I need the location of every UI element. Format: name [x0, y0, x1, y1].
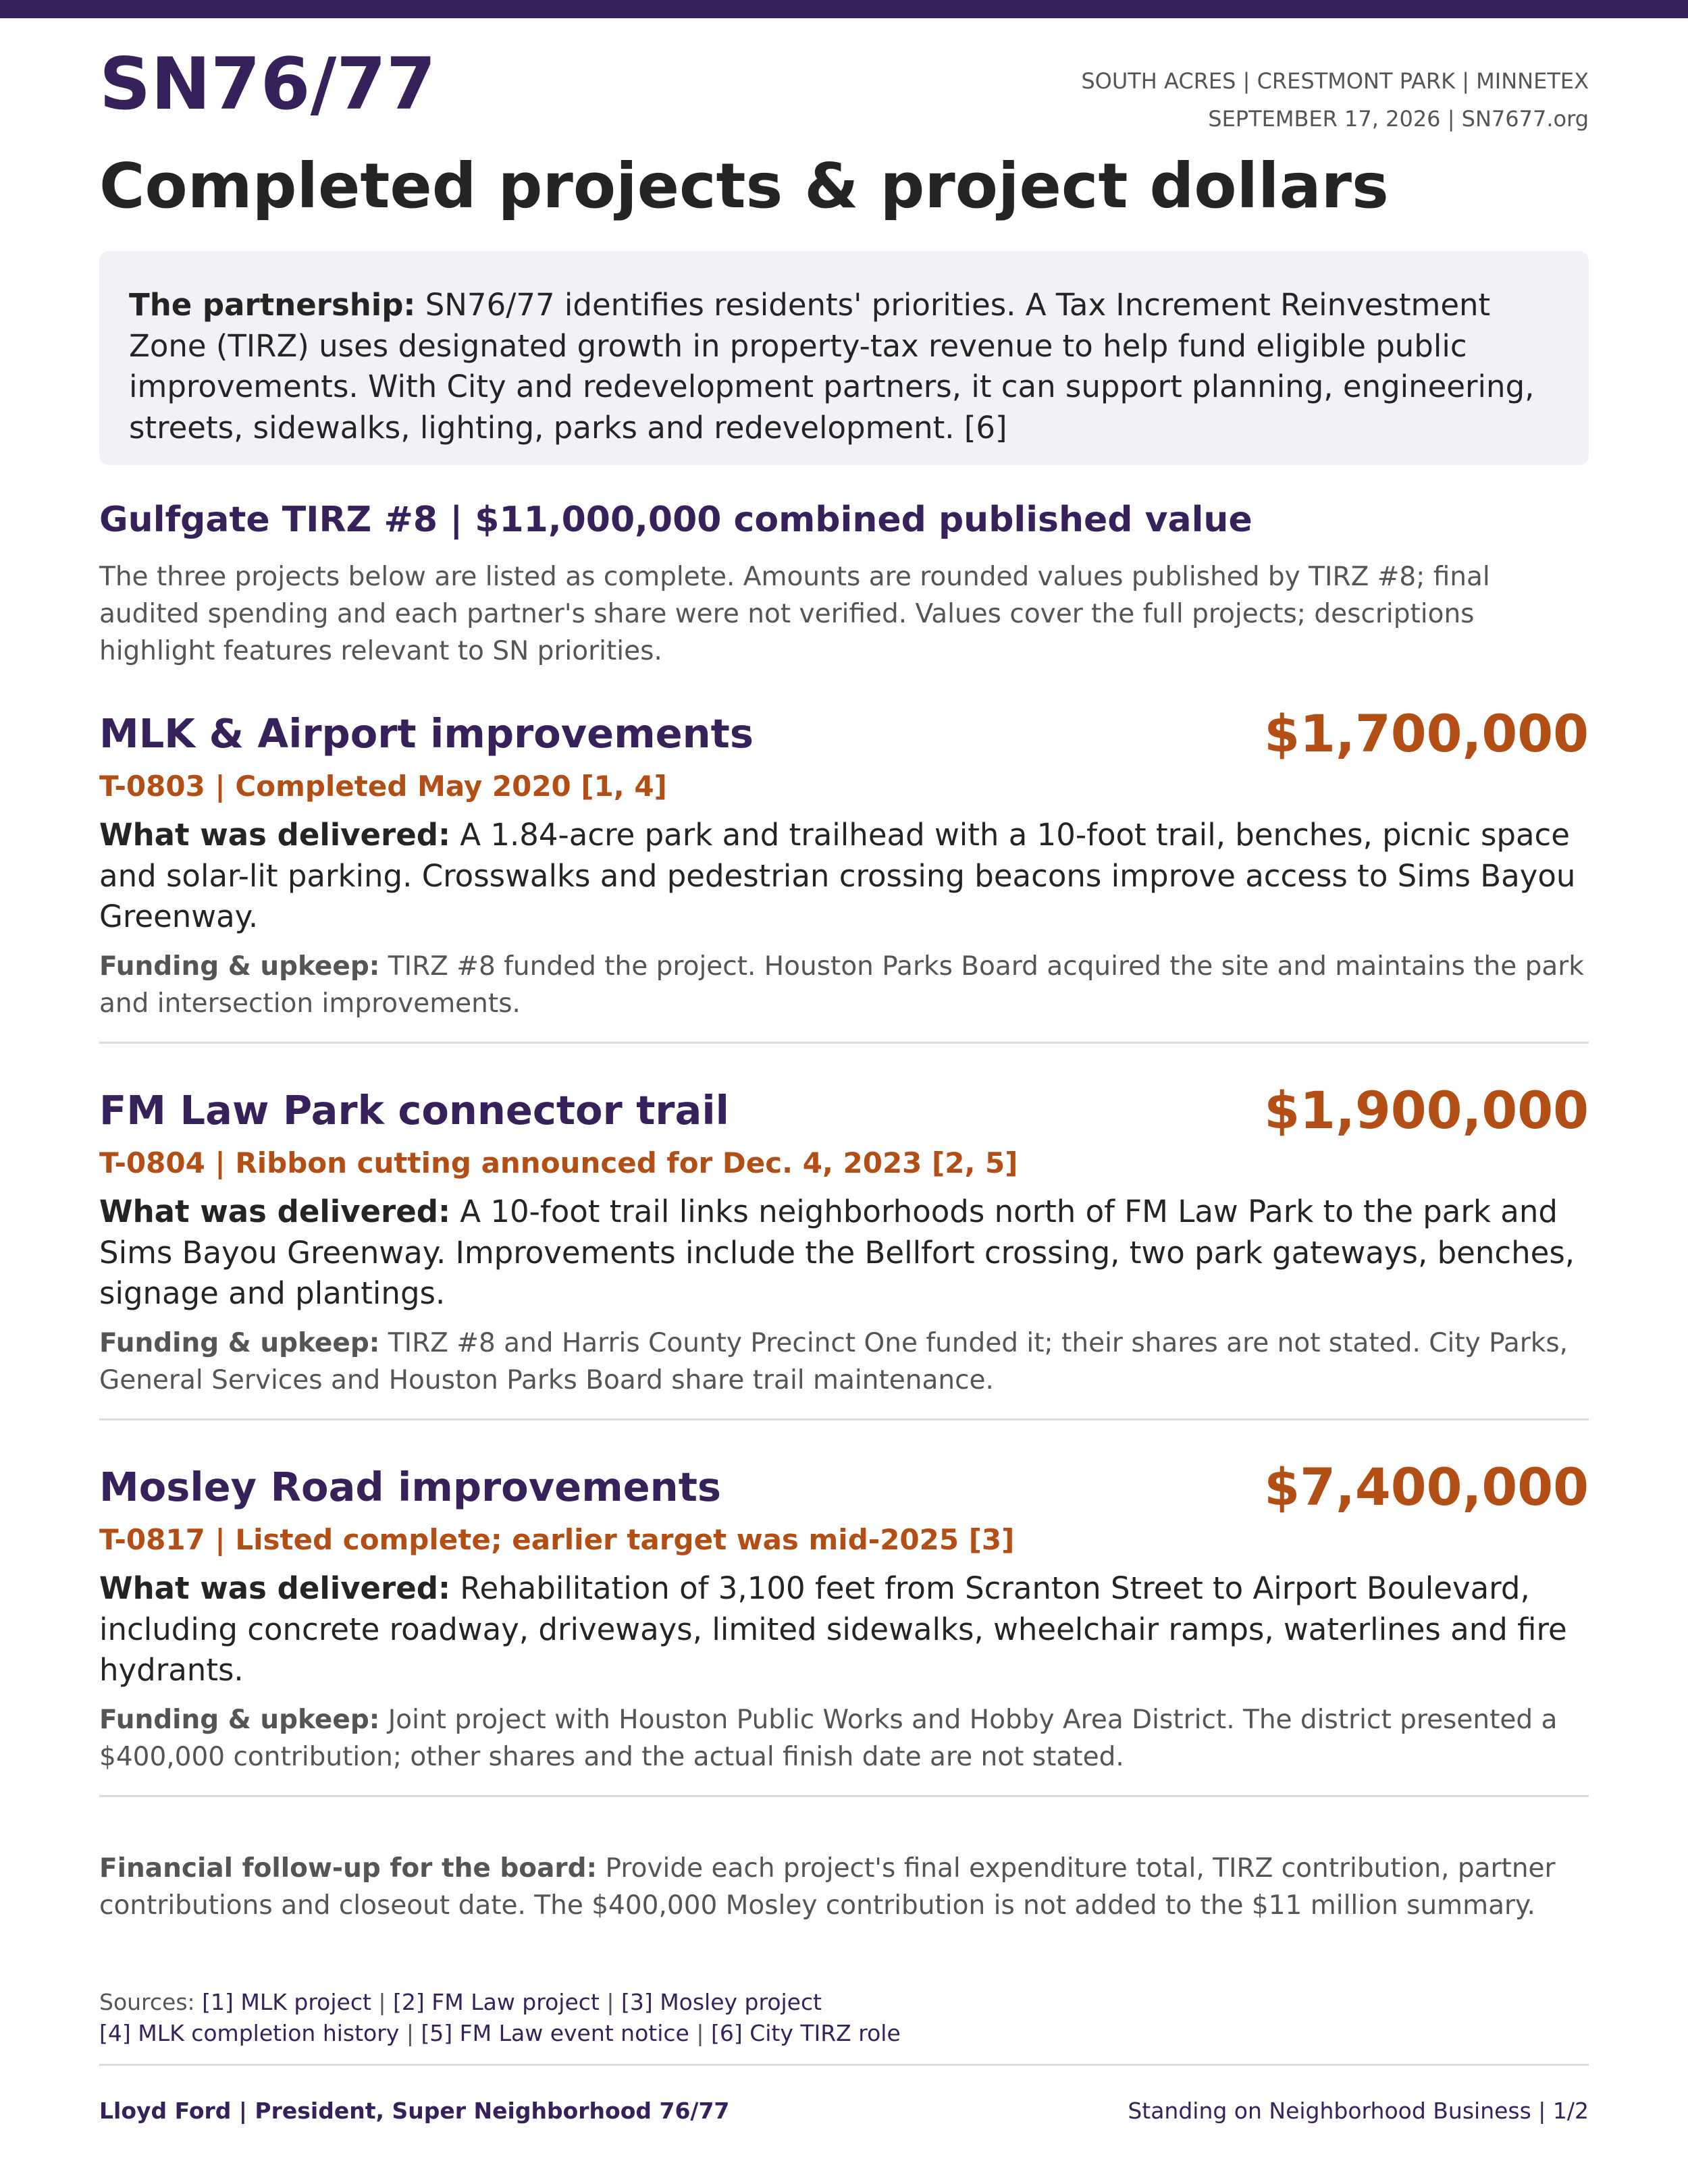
project-amount: $1,900,000 [1264, 1080, 1589, 1140]
project-code-status: T-0803 | Completed May 2020 [1, 4] [99, 770, 667, 803]
project-name: Mosley Road improvements [99, 1464, 722, 1510]
sources-line-2 [99, 2018, 901, 2049]
project-funding [99, 1325, 1589, 1399]
project-delivered [99, 815, 1589, 938]
source-link-5[interactable]: [5] FM Law event notice [421, 2020, 689, 2046]
header-meta [1081, 62, 1589, 138]
callout-text: SN76/77 identifies residents' priorities. A Tax Increment Reinvestment Zone (TIRZ) uses designated growth in property-tax revenue to help fund eligible public improvements. With City and redevelopment partners, it can support planning, engineering, streets, sidewalks, lighting, parks and redevelopment. [6] [129, 287, 1535, 446]
delivered-text: Rehabilitation of 3,100 feet from Scranton Street to Airport Boulevard, including concrete roadway, driveways, limited sidewalks, wheelchair ramps, waterlines and fire hydrants. [99, 1570, 1567, 1688]
source-separator: | [371, 1989, 394, 2015]
project-code-status: T-0804 | Ribbon cutting announced for Dec. 4, 2023 [2, 5] [99, 1146, 1018, 1179]
financial-followup [99, 1850, 1589, 1924]
project-name: MLK & Airport improvements [99, 710, 754, 757]
page-title: Completed projects & project dollars [99, 150, 1389, 222]
funding-text: TIRZ #8 funded the project. Houston Parks Board acquired the site and maintains the park and intersection improvements. [99, 951, 1584, 1019]
date-and-site: SEPTEMBER 17, 2026 | SN7677.org [1208, 106, 1589, 132]
source-link-3[interactable]: [3] Mosley project [621, 1989, 822, 2015]
project-funding [99, 948, 1589, 1022]
divider [99, 1042, 1589, 1044]
brand-logo: SN76/77 [99, 43, 436, 126]
top-accent-bar [0, 0, 1688, 18]
divider [99, 1795, 1589, 1797]
footer-author: Lloyd Ford | President, Super Neighborhood 76/77 [99, 2098, 730, 2124]
delivered-text: A 10-foot trail links neighborhoods north of FM Law Park to the park and Sims Bayou Greenway. Improvements include the Bellfort crossing, two park gateways, benches, signage and plantings. [99, 1194, 1575, 1311]
delivered-label: What was delivered: [99, 1570, 450, 1606]
footer-divider [99, 2064, 1589, 2066]
project-delivered [99, 1568, 1589, 1691]
source-separator: | [689, 2020, 711, 2046]
funding-label: Funding & upkeep: [99, 951, 380, 982]
divider [99, 1418, 1589, 1420]
source-separator: | [399, 2020, 421, 2046]
project-amount: $7,400,000 [1264, 1457, 1589, 1517]
page [99, 18, 1589, 2124]
delivered-label: What was delivered: [99, 817, 450, 853]
delivered-text: A 1.84-acre park and trailhead with a 10-foot trail, benches, picnic space and solar-lit parking. Crosswalks and pedestrian crossing beacons improve access to Sims Bayou Greenway. [99, 817, 1576, 934]
project-delivered [99, 1192, 1589, 1314]
funding-text: Joint project with Houston Public Works and Hobby Area District. The district presented a $400,000 contribution; other shares and the actual finish date are not stated. [99, 1705, 1558, 1772]
source-link-2[interactable]: [2] FM Law project [393, 1989, 600, 2015]
source-link-1[interactable]: [1] MLK project [202, 1989, 371, 2015]
project-name: FM Law Park connector trail [99, 1087, 729, 1134]
followup-text: Provide each project's final expenditure total, TIRZ contribution, partner contributions and closeout date. The $400,000 Mosley contribution is not added to the $11 million summary. [99, 1853, 1556, 1921]
delivered-label: What was delivered: [99, 1194, 450, 1229]
source-link-6[interactable]: [6] City TIRZ role [710, 2020, 901, 2046]
followup-label: Financial follow-up for the board: [99, 1853, 598, 1884]
footer-page-number: Standing on Neighborhood Business | 1/2 [1128, 2098, 1589, 2124]
project-funding [99, 1701, 1589, 1776]
source-link-4[interactable]: [4] MLK completion history [99, 2020, 400, 2046]
neighborhood-areas: SOUTH ACRES | CRESTMONT PARK | MINNETEX [1081, 68, 1589, 94]
source-separator: | [599, 1989, 621, 2015]
section-note: The three projects below are listed as complete. Amounts are rounded values published by TIRZ #8; final audited spending and each partner's share were not verified. Values cover the full projects; descriptions highlight features relevant to SN priorities. [99, 562, 1490, 666]
sources [99, 1987, 901, 2049]
funding-label: Funding & upkeep: [99, 1328, 380, 1358]
project-code-status: T-0817 | Listed complete; earlier target was mid-2025 [3] [99, 1523, 1015, 1556]
funding-text: TIRZ #8 and Harris County Precinct One funded it; their shares are not stated. City Parks, General Services and Houston Parks Board share trail maintenance. [99, 1328, 1568, 1395]
project-amount: $1,700,000 [1264, 703, 1589, 764]
section-heading: Gulfgate TIRZ #8 | $11,000,000 combined published value [99, 500, 1252, 540]
sources-label: Sources: [99, 1989, 203, 2015]
sources-line-1 [99, 1987, 901, 2018]
funding-label: Funding & upkeep: [99, 1705, 380, 1735]
partnership-callout [99, 251, 1589, 465]
masthead [99, 18, 1589, 136]
callout-label: The partnership: [129, 287, 416, 323]
